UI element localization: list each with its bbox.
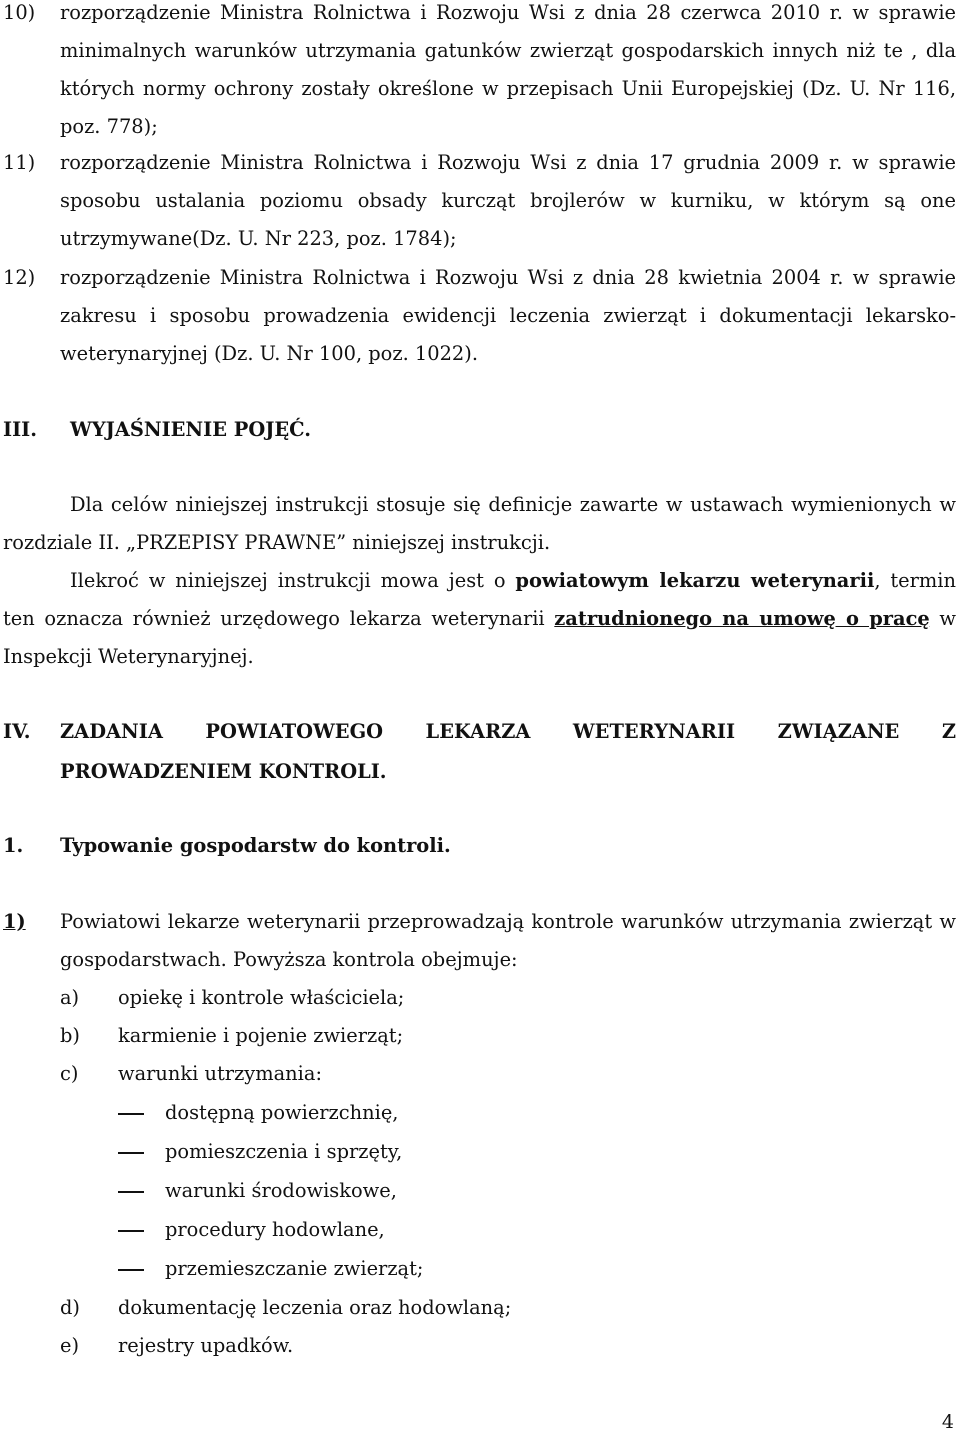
list-item-text: karmienie i pojenie zwierząt; <box>118 1024 404 1047</box>
point-text: Powiatowi lekarze weterynarii przeprowadzają kontrole warunków utrzymania zwierząt w gospodarstwach. Powyższa kontrola obejmuje: <box>60 910 956 971</box>
section-title: WYJAŚNIENIE POJĘĆ. <box>70 418 312 441</box>
vet-definition-mid: , termin ten oznacza również urzędowego lekarza weterynarii <box>3 569 956 630</box>
dash-bullet-icon <box>118 1230 144 1232</box>
dash-list-item-text: przemieszczanie zwierząt; <box>165 1257 424 1280</box>
definitions-paragraph <box>3 486 956 562</box>
regulation-text: rozporządzenie Ministra Rolnictwa i Rozwoju Wsi z dnia 28 czerwca 2010 r. w sprawie minimalnych warunków utrzymania gatunków zwierząt gospodarskich innych niż te , dla których normy ochrony zostały określone w przepisach Unii Europejskiej (Dz. U. Nr 116, poz. 778); <box>60 1 956 138</box>
regulation-item-10 <box>0 0 956 146</box>
dash-list-item-text: warunki środowiskowe, <box>165 1179 397 1202</box>
subsection-number: 1. <box>3 834 24 857</box>
regulation-number: 11) <box>3 151 36 174</box>
list-item-label: e) <box>60 1334 80 1357</box>
section-number: IV. <box>3 720 31 743</box>
regulation-number: 12) <box>3 266 36 289</box>
regulation-text: rozporządzenie Ministra Rolnictwa i Rozwoju Wsi z dnia 17 grudnia 2009 r. w sprawie sposobu ustalania poziomu obsady kurcząt brojlerów w kurniku, w którym są one utrzymywane(Dz. U. Nr 223, poz. 1784); <box>60 151 956 250</box>
section-number: III. <box>3 418 37 441</box>
subsection-heading-1 <box>0 826 956 866</box>
dash-list-item-text: procedury hodowlane, <box>165 1218 385 1241</box>
list-item-label: c) <box>60 1062 79 1085</box>
regulation-number: 10) <box>3 1 36 24</box>
vet-definition-bold-term: powiatowym lekarzu weterynarii <box>515 569 875 592</box>
page-number: 4 <box>941 1411 954 1433</box>
list-item-text: rejestry upadków. <box>118 1334 294 1357</box>
list-item-text: warunki utrzymania: <box>118 1062 322 1085</box>
dash-list-item-text: dostępną powierzchnię, <box>165 1101 399 1124</box>
list-item-text: dokumentację leczenia oraz hodowlaną; <box>118 1296 512 1319</box>
subsection-title: Typowanie gospodarstw do kontroli. <box>60 834 451 857</box>
dash-bullet-icon <box>118 1269 144 1271</box>
vet-definition-end: w Inspekcji Weterynaryjnej. <box>3 607 956 668</box>
dash-list-item-text: pomieszczenia i sprzęty, <box>165 1140 403 1163</box>
list-item-text: opiekę i kontrole właściciela; <box>118 986 405 1009</box>
regulation-item-11 <box>0 144 956 258</box>
regulation-item-12 <box>0 259 956 373</box>
section-heading-4 <box>0 712 956 792</box>
section-title: ZADANIA POWIATOWEGO LEKARZA WETERYNARII ZWIĄZANE Z PROWADZENIEM KONTROLI. <box>60 720 956 783</box>
dash-bullet-icon <box>118 1113 144 1115</box>
point-1 <box>0 903 956 979</box>
vet-definition-start: Ilekroć w niniejszej instrukcji mowa jest o <box>70 569 516 592</box>
point-number: 1) <box>3 910 26 933</box>
vet-definition-paragraph <box>3 562 956 676</box>
dash-bullet-icon <box>118 1191 144 1193</box>
vet-definition-underlined-term: zatrudnionego na umowę o pracę <box>554 607 930 630</box>
definitions-text: Dla celów niniejszej instrukcji stosuje się definicje zawarte w ustawach wymienionych w rozdziale II. „PRZEPISY PRAWNE” niniejszej instrukcji. <box>3 493 956 554</box>
list-item-label: a) <box>60 986 80 1009</box>
list-item-label: b) <box>60 1024 80 1047</box>
dash-bullet-icon <box>118 1152 144 1154</box>
section-heading-3 <box>0 410 956 450</box>
regulation-text: rozporządzenie Ministra Rolnictwa i Rozwoju Wsi z dnia 28 kwietnia 2004 r. w sprawie zakresu i sposobu prowadzenia ewidencji leczenia zwierząt i dokumentacji lekarsko-weterynaryjnej (Dz. U. Nr 100, poz. 1022). <box>60 266 956 365</box>
list-item-label: d) <box>60 1296 80 1319</box>
